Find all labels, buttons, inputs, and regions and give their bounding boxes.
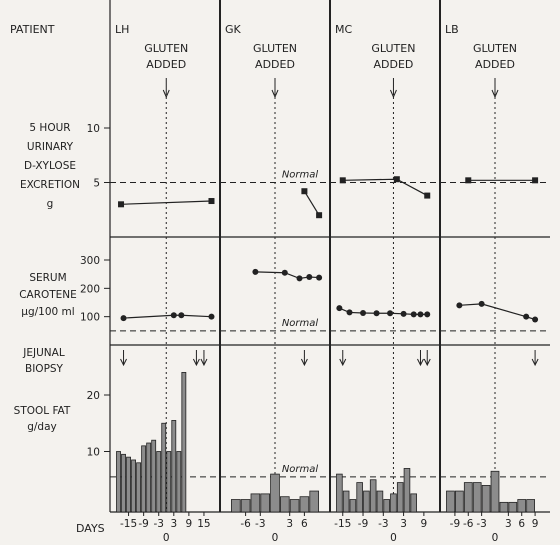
normal-label: Normal: [281, 463, 319, 475]
day-zero-label: 0: [162, 532, 170, 544]
stool-fat-bar: [343, 491, 349, 512]
stool-fat-bar: [290, 500, 299, 512]
xylose-row-label: 5 HOUR: [29, 122, 71, 134]
day-tick-label: 3: [400, 518, 407, 530]
stool-fat-bar: [411, 494, 417, 512]
day-tick-label: -3: [255, 518, 266, 530]
stool-fat-bar: [464, 483, 472, 512]
stool-fat-bar: [455, 491, 463, 512]
stool-fat-bar: [137, 463, 141, 512]
patient-code: LH: [115, 23, 130, 36]
carotene-point: [347, 309, 353, 315]
xylose-point: [532, 177, 538, 183]
stool-fat-bar: [157, 452, 161, 513]
carotene-point: [252, 269, 258, 275]
stool-fat-bar: [261, 494, 270, 512]
stool-fat-bar: [509, 502, 517, 512]
day-tick-label: 9: [531, 518, 539, 530]
carotene-point: [417, 311, 423, 317]
stool-fat-bar: [147, 443, 151, 512]
stool-fat-bar: [404, 468, 410, 512]
stool-fat-bar: [127, 457, 131, 512]
stool-fat-bar: [391, 494, 397, 512]
stool-fat-bar: [337, 474, 343, 512]
patient-code: LB: [445, 23, 459, 36]
day-tick-label: -9: [138, 518, 149, 530]
carotene-row-label: μg/100 ml: [21, 306, 75, 318]
carotene-tick-label: 300: [79, 255, 100, 267]
stool-fat-bar: [271, 474, 280, 512]
day-tick-label: -15: [334, 518, 352, 530]
stool-fat-bar: [364, 491, 370, 512]
day-tick-label: 15: [197, 518, 211, 530]
carotene-point: [171, 312, 177, 318]
day-tick-label: -15: [119, 518, 138, 530]
biopsy-row-label: JEJUNAL: [23, 347, 65, 359]
carotene-point: [523, 314, 529, 320]
carotene-row-label: CAROTENE: [19, 289, 77, 301]
carotene-point: [121, 315, 127, 321]
xylose-row-label: EXCRETION: [20, 179, 80, 191]
day-tick-label: -3: [153, 518, 164, 530]
patient-code: GK: [225, 23, 241, 36]
xylose-point: [424, 193, 430, 199]
xylose-row-label: g: [46, 198, 54, 210]
stool-fat-bar: [357, 483, 363, 512]
stool-fat-bar: [377, 491, 383, 512]
stool-fat-bar: [167, 452, 171, 513]
xylose-tick-label: 5: [93, 177, 100, 190]
normal-label: Normal: [281, 169, 319, 181]
stool-fat-bar: [177, 452, 181, 513]
day-tick-label: 6: [301, 518, 308, 530]
carotene-tick-label: 100: [79, 311, 100, 324]
stool-fat-bar: [310, 491, 319, 512]
xylose-point: [316, 212, 322, 218]
xylose-point: [208, 198, 214, 204]
day-zero-label: 0: [271, 532, 279, 544]
stool-fat-bar: [117, 452, 121, 513]
day-tick-label: -6: [463, 518, 474, 530]
day-tick-label: 3: [505, 518, 512, 530]
stool-tick-label: 20: [86, 390, 100, 402]
day-tick-label: -3: [476, 518, 487, 530]
carotene-point: [411, 311, 417, 317]
stool-fat-bar: [162, 423, 166, 512]
gluten-label: ADDED: [373, 58, 414, 71]
day-tick-label: -9: [449, 518, 461, 530]
gluten-label: GLUTEN: [472, 42, 518, 55]
stool-fat-bar: [241, 500, 250, 512]
carotene-point: [306, 274, 312, 280]
gluten-label: ADDED: [475, 58, 515, 71]
stool-fat-bar: [527, 500, 535, 512]
stool-fat-bar: [280, 497, 289, 512]
carotene-point: [456, 302, 462, 308]
stool-fat-bar: [473, 483, 481, 512]
gluten-label: GLUTEN: [252, 42, 298, 55]
carotene-point: [424, 311, 430, 317]
xylose-point: [465, 177, 471, 183]
stool-fat-bar: [122, 454, 126, 512]
stool-fat-bar: [518, 500, 526, 512]
stool-fat-bar: [350, 500, 356, 512]
carotene-point: [178, 312, 184, 318]
stool-fat-bar: [132, 460, 136, 512]
day-tick-label: 3: [170, 518, 178, 530]
xylose-point: [118, 201, 124, 207]
stool-fat-bar: [491, 471, 499, 512]
normal-label: Normal: [281, 317, 319, 329]
carotene-point: [387, 310, 393, 316]
carotene-point: [532, 317, 538, 323]
xylose-row-label: URINARY: [26, 141, 74, 153]
day-zero-label: 0: [390, 532, 397, 544]
patient-row-label: PATIENT: [10, 23, 55, 36]
stool-fat-bar: [142, 446, 146, 512]
carotene-point: [297, 275, 303, 281]
xylose-line: [343, 179, 427, 195]
gluten-label: ADDED: [255, 58, 295, 71]
carotene-point: [282, 270, 288, 276]
day-tick-label: 3: [286, 518, 294, 530]
xylose-point: [301, 188, 307, 194]
patient-code: MC: [335, 23, 353, 36]
stool-row-label: STOOL FAT: [13, 405, 71, 417]
stool-fat-bar: [152, 440, 156, 512]
day-tick-label: 6: [518, 518, 526, 530]
stool-fat-bar: [500, 502, 508, 512]
day-tick-label: 9: [185, 518, 193, 530]
days-axis-label: DAYS: [76, 522, 105, 535]
carotene-point: [479, 301, 485, 307]
stool-fat-bar: [482, 485, 490, 512]
stool-fat-bar: [447, 491, 455, 512]
day-tick-label: -3: [378, 518, 389, 530]
carotene-point: [208, 314, 214, 320]
stool-fat-bar: [182, 372, 186, 512]
gluten-label: ADDED: [146, 58, 187, 71]
carotene-point: [401, 311, 407, 317]
stool-fat-bar: [300, 497, 309, 512]
day-zero-label: 0: [491, 532, 499, 544]
stool-tick-label: 10: [86, 446, 100, 459]
xylose-point: [394, 176, 400, 182]
gluten-label: GLUTEN: [371, 42, 416, 55]
stool-row-label: g/day: [27, 421, 57, 433]
xylose-line: [304, 191, 319, 215]
gluten-label: GLUTEN: [144, 42, 189, 55]
stool-fat-bar: [251, 494, 260, 512]
biopsy-row-label: BIOPSY: [25, 363, 63, 375]
xylose-tick-label: 10: [86, 123, 100, 135]
day-tick-label: -9: [357, 518, 369, 530]
day-tick-label: -6: [240, 518, 251, 530]
stool-fat-bar: [384, 500, 390, 512]
day-tick-label: 9: [420, 518, 428, 530]
xylose-row-label: D-XYLOSE: [24, 160, 76, 172]
carotene-point: [374, 310, 380, 316]
carotene-point: [316, 275, 322, 281]
carotene-row-label: SERUM: [29, 272, 67, 284]
stool-fat-bar: [397, 483, 403, 512]
stool-fat-bar: [172, 420, 176, 512]
stool-fat-bar: [370, 480, 376, 512]
stool-fat-bar: [231, 500, 240, 512]
carotene-point: [360, 310, 366, 316]
xylose-point: [340, 177, 346, 183]
carotene-tick-label: 200: [79, 283, 100, 296]
carotene-line: [124, 315, 212, 318]
carotene-point: [336, 305, 342, 311]
